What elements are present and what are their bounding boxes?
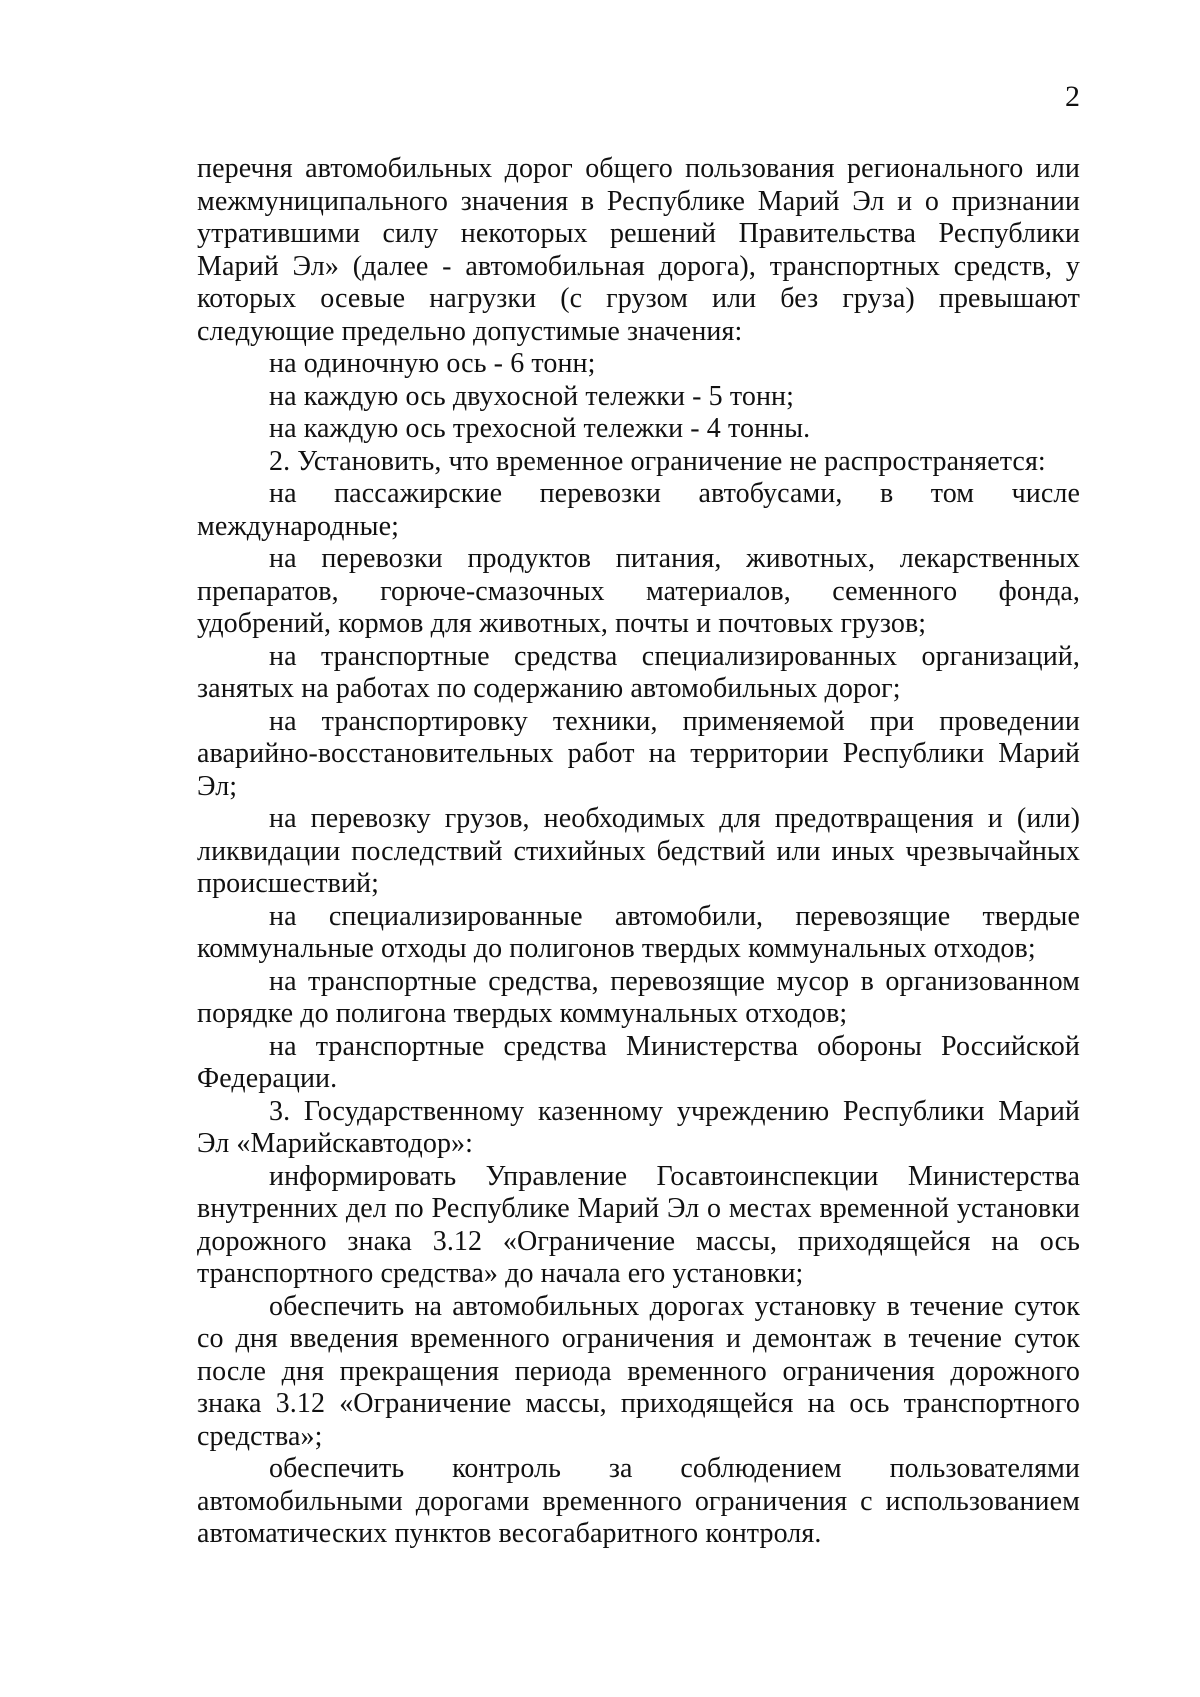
paragraph-section-3-state-institution: 3. Государственному казенному учреждению Республики Марий Эл «Марийскавтодор»: xyxy=(197,1095,1080,1159)
paragraph-road-list-continuation: перечня автомобильных дорог общего пользования регионального или межмуниципального значения в Республике Марий Эл и о признании утратившими силу некоторых решений Правительства Республики Марий Эл» (далее - автомобильная дорога), транспортных средств, у которых осевые нагрузки (с грузом или без груза) превышают следующие предельно допустимые значения: xyxy=(197,153,1080,347)
paragraph-exemption-passenger-buses: на пассажирские перевозки автобусами, в том числе международные; xyxy=(197,478,1080,542)
paragraph-exemption-defense-ministry: на транспортные средства Министерства обороны Российской Федерации. xyxy=(197,1030,1080,1094)
paragraph-sign-installation: обеспечить на автомобильных дорогах установку в течение суток со дня введения временного ограничения и демонтаж в течение суток после дня прекращения периода временного ограничения дорожного знака 3.12 «Ограничение массы, приходящейся на ось транспортного средства»; xyxy=(197,1290,1080,1452)
paragraph-three-axle-bogie-limit: на каждую ось трехосной тележки - 4 тонны. xyxy=(269,413,811,444)
paragraph-exemption-emergency-equipment: на транспортировку техники, применяемой при проведении аварийно-восстановительных работ на территории Республики Марий Эл; xyxy=(197,705,1080,802)
paragraph-exemption-road-maintenance: на транспортные средства специализированных организаций, занятых на работах по содержанию автомобильных дорог; xyxy=(197,640,1080,704)
document-body xyxy=(197,153,1080,1551)
paragraph-section-2-exemptions: 2. Установить, что временное ограничение не распространяется: xyxy=(269,445,1046,477)
paragraph-inform-traffic-police: информировать Управление Госавтоинспекции Министерства внутренних дел по Республике Марий Эл о местах временной установки дорожного знака 3.12 «Ограничение массы, приходящейся на ось транспортного средства» до начала его установки; xyxy=(197,1160,1080,1289)
paragraph-exemption-disaster-cargo: на перевозку грузов, необходимых для предотвращения и (или) ликвидации последствий стихийных бедствий или иных чрезвычайных происшествий; xyxy=(197,803,1080,899)
paragraph-exemption-municipal-waste: на специализированные автомобили, перевозящие твердые коммунальные отходы до полигонов твердых коммунальных отходов; xyxy=(197,900,1080,964)
page-number: 2 xyxy=(1065,80,1080,113)
paragraph-single-axle-limit: на одиночную ось - 6 тонн; xyxy=(269,348,596,379)
paragraph-two-axle-bogie-limit: на каждую ось двухосной тележки - 5 тонн; xyxy=(269,380,794,412)
paragraph-exemption-food-goods: на перевозки продуктов питания, животных, лекарственных препаратов, горюче-смазочных материалов, семенного фонда, удобрений, кормов для животных, почты и почтовых грузов; xyxy=(197,543,1080,639)
paragraph-weight-control: обеспечить контроль за соблюдением пользователями автомобильными дорогами временного ограничения с использованием автоматических пунктов весогабаритного контроля. xyxy=(197,1453,1080,1549)
paragraph-exemption-garbage-transport: на транспортные средства, перевозящие мусор в организованном порядке до полигона твердых коммунальных отходов; xyxy=(197,965,1080,1029)
